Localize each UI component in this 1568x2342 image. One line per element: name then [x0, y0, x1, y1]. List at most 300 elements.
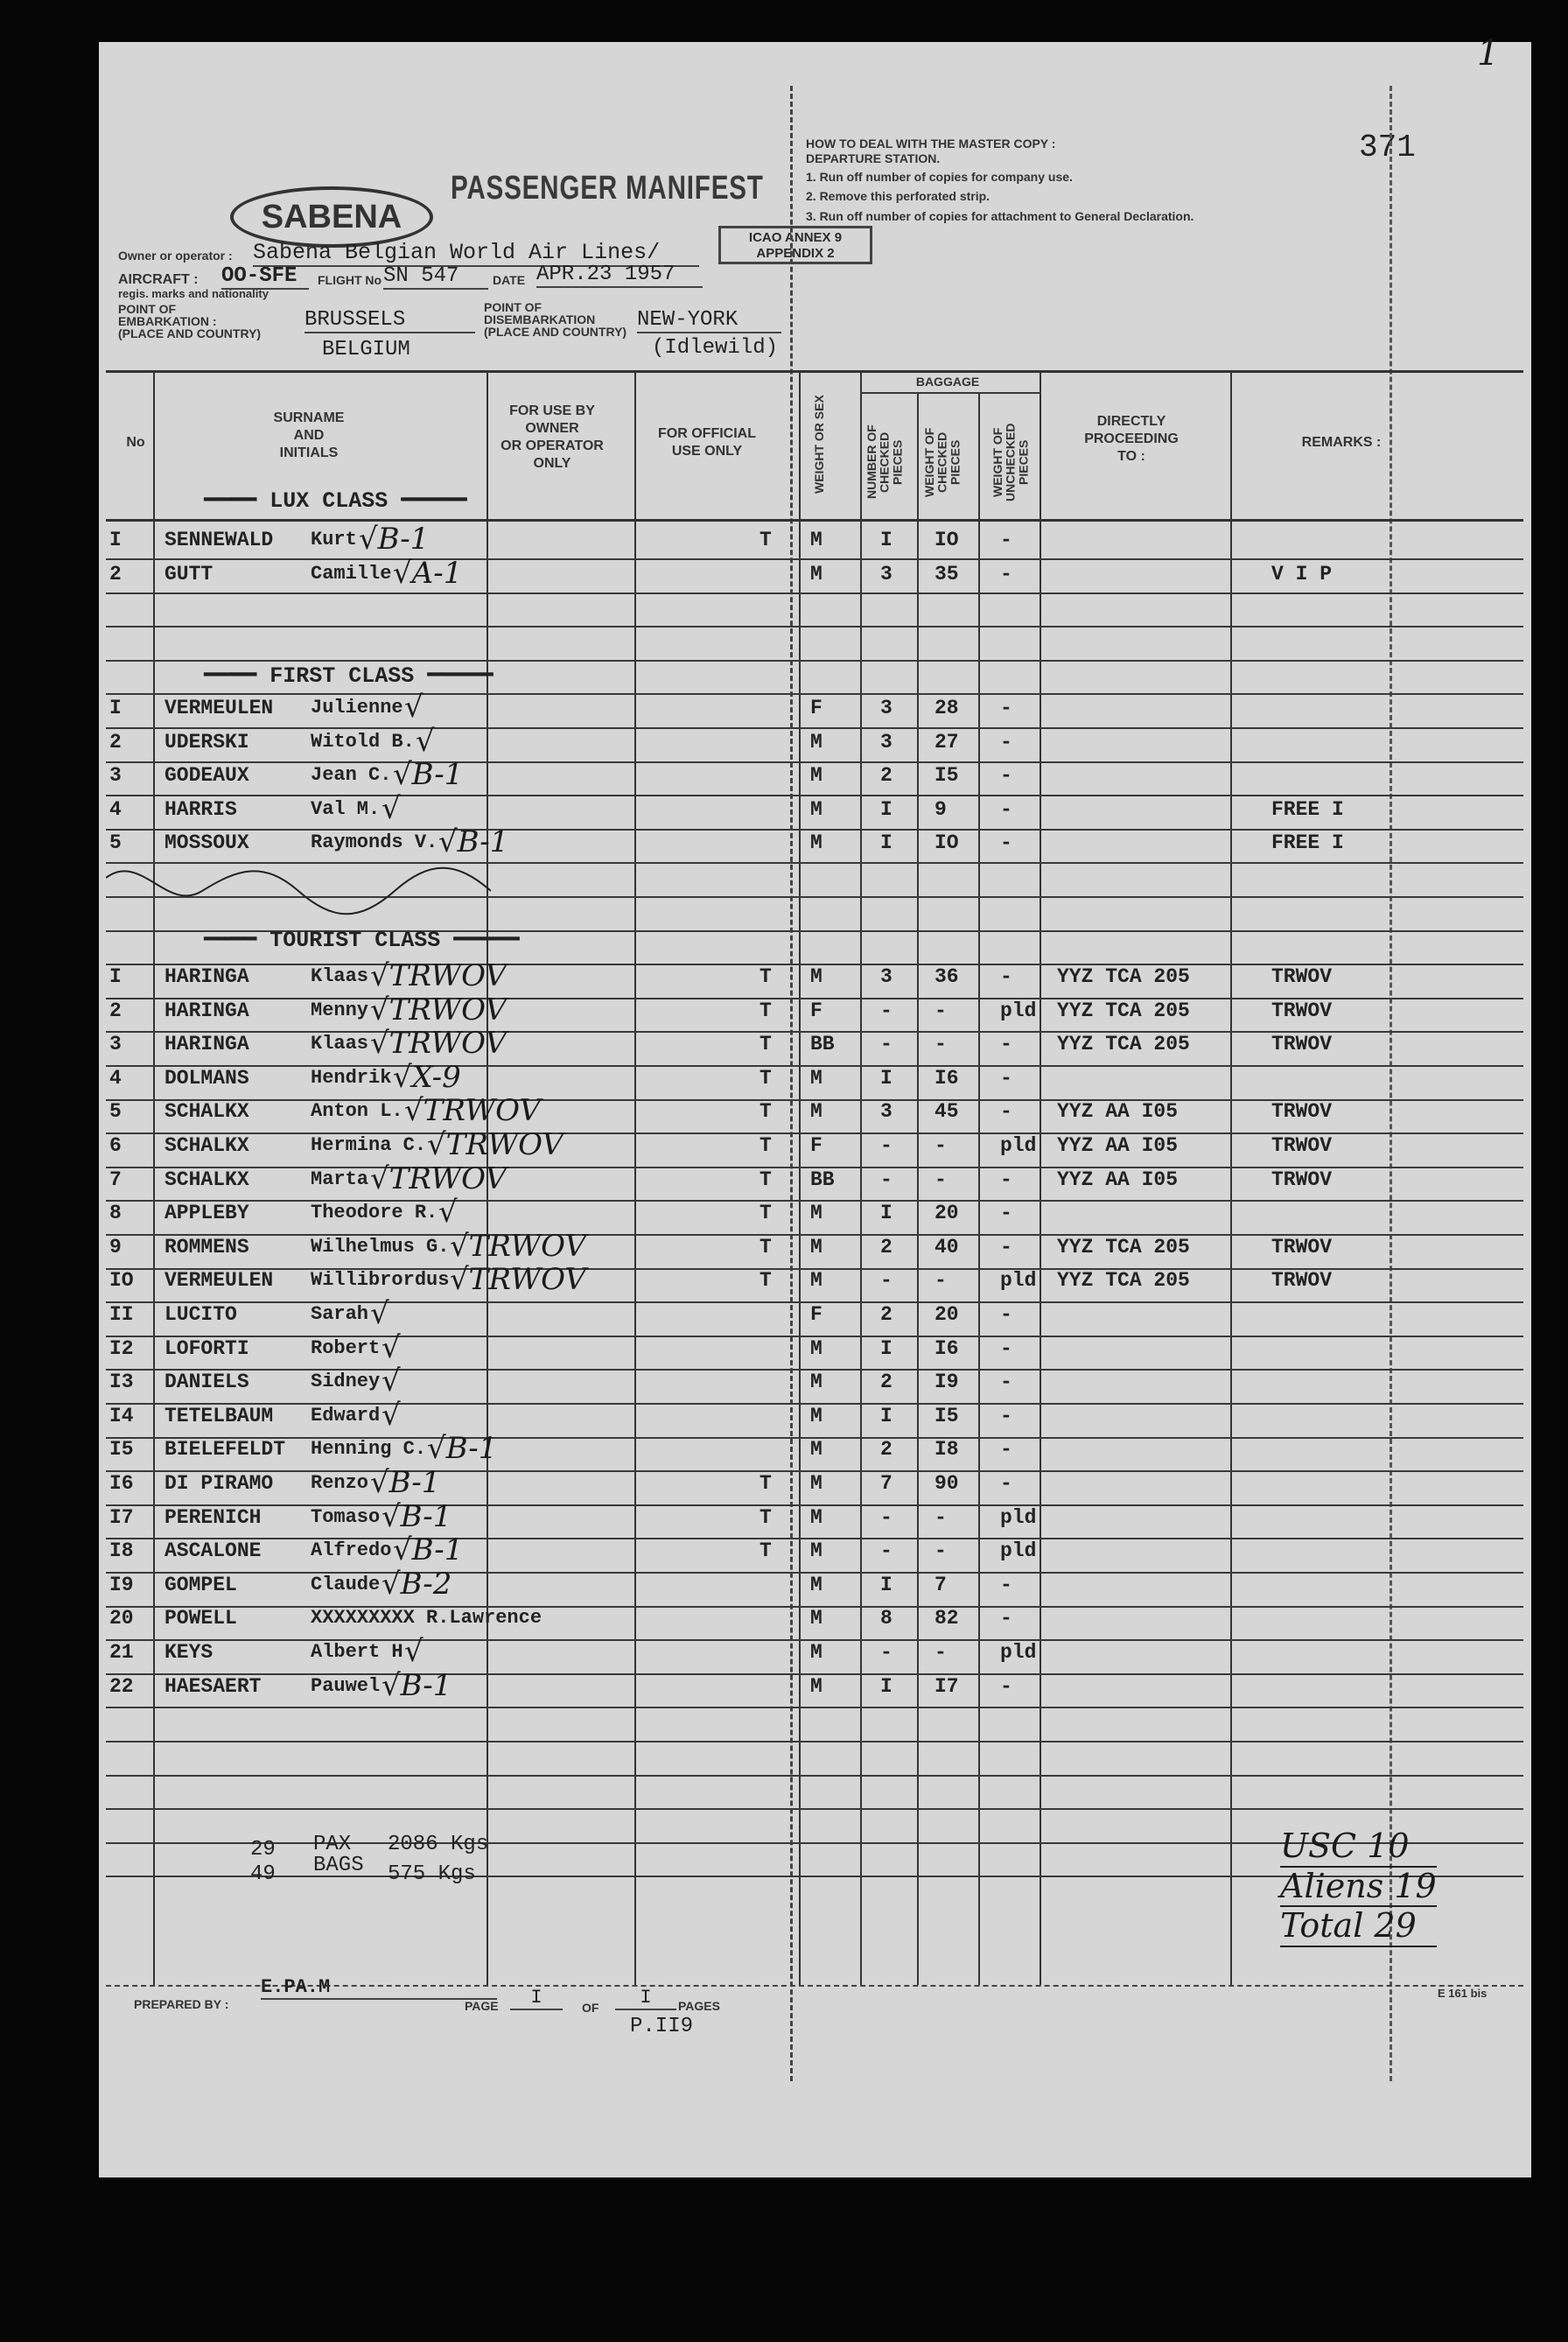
form-code: E 161 bis [1438, 1987, 1488, 2000]
row-weight: - [934, 1269, 947, 1293]
row-weight: I6 [934, 1336, 959, 1360]
aircraft-sub-label: regis. marks and nationality [118, 287, 269, 300]
row-check-mark: √TRWOV [370, 958, 507, 993]
row-official-mark: T [760, 1539, 772, 1563]
row-pieces: - [880, 999, 892, 1022]
row-pieces: 2 [880, 1371, 892, 1394]
row-official-mark: T [760, 1134, 772, 1157]
row-surname: DANIELS [164, 1371, 249, 1394]
row-official-mark: T [760, 529, 772, 551]
document-title: PASSENGER MANIFEST [451, 170, 764, 207]
row-unchecked: - [1000, 1167, 1012, 1191]
row-number: 2 [109, 730, 122, 754]
totals-pax-label: PAX [313, 1833, 352, 1856]
row-initials: Theodore R. [311, 1202, 438, 1224]
passenger-row [99, 1127, 1525, 1166]
row-sex: M [810, 1404, 822, 1427]
row-number: 22 [109, 1674, 134, 1698]
row-number: 5 [109, 1100, 122, 1124]
date-label: DATE [493, 273, 526, 287]
operator-value: Sabena Belgian World Air Lines/ [253, 240, 699, 267]
col-header-baggage: BAGGAGE [915, 375, 980, 389]
row-official-mark: T [760, 1100, 772, 1124]
row-sex: BB [810, 1167, 835, 1191]
row-sex: M [810, 1607, 822, 1630]
row-initials: Jean C. [311, 764, 392, 787]
row-weight: 36 [934, 965, 959, 988]
embarkation-label: POINT OF EMBARKATION : (PLACE AND COUNTRY) [118, 302, 262, 340]
row-check-mark: √X-9 [393, 1059, 461, 1095]
row-destination: YYZ AA I05 [1057, 1134, 1179, 1157]
row-surname: KEYS [164, 1641, 214, 1664]
passenger-row [99, 1026, 1525, 1064]
row-remarks: TRWOV [1271, 1100, 1333, 1124]
row-sex: M [810, 1336, 822, 1360]
passenger-row [99, 1566, 1525, 1605]
footer-reference: P.II9 [630, 2015, 694, 2038]
row-check-mark: √ [404, 690, 424, 725]
passenger-row [99, 1160, 1525, 1200]
row-destination: YYZ TCA 205 [1057, 1269, 1190, 1293]
row-surname: PERENICH [164, 1505, 262, 1529]
passenger-row [99, 522, 1525, 560]
row-initials: Kurt [311, 529, 357, 550]
totals-bags-weight: 575 Kgs [388, 1862, 476, 1886]
passenger-row [99, 1431, 1525, 1469]
row-initials: Wilhelmus G. [311, 1235, 450, 1258]
row-unchecked: - [1000, 697, 1012, 719]
row-remarks: TRWOV [1271, 965, 1333, 988]
passenger-row [99, 790, 1525, 830]
row-destination: YYZ TCA 205 [1057, 1235, 1190, 1259]
row-rule [106, 1707, 1523, 1708]
passenger-row [99, 1329, 1525, 1369]
passenger-row [99, 1498, 1525, 1538]
section-lux: ━━━━ LUX CLASS ━━━━━ [204, 488, 467, 514]
row-number: 3 [109, 1033, 122, 1056]
row-check-mark: √B-1 [438, 824, 509, 860]
row-check-mark: √TRWOV [370, 992, 507, 1027]
passenger-row [99, 690, 1525, 728]
row-unchecked: pld [1000, 999, 1037, 1022]
row-weight: - [934, 1539, 947, 1563]
row-check-mark: √B-1 [382, 1498, 452, 1534]
row-number: IO [109, 1269, 134, 1293]
row-surname: GUTT [164, 563, 214, 586]
handwritten-nationality-totals: USC 10 Aliens 19 Total 29 [1280, 1827, 1437, 1947]
row-weight: I5 [934, 764, 959, 788]
row-destination: YYZ AA I05 [1057, 1100, 1179, 1124]
pages-label: PAGES [678, 1999, 720, 2013]
row-weight: 7 [934, 1573, 947, 1596]
col-header-owner: FOR USE BY OWNER OR OPERATOR ONLY [500, 403, 604, 471]
row-weight: I8 [934, 1438, 959, 1462]
row-sex: M [810, 1235, 822, 1259]
row-pieces: 2 [880, 1235, 892, 1259]
row-official-mark: T [760, 1505, 772, 1529]
row-check-mark: √TRWOV [450, 1262, 586, 1298]
passenger-row [99, 1605, 1525, 1638]
row-unchecked: - [1000, 1404, 1012, 1427]
rule-baggage-top [860, 392, 1040, 394]
section-first: ━━━━ FIRST CLASS ━━━━━ [204, 663, 494, 689]
col-header-official: FOR OFFICIAL USE ONLY [658, 426, 756, 459]
row-unchecked: - [1000, 1573, 1012, 1596]
row-weight: 9 [934, 797, 947, 821]
prepared-by-label: PREPARED BY : [134, 1997, 229, 2011]
cancel-wave-line [106, 860, 491, 922]
col-header-remarks: REMARKS : [1301, 435, 1382, 450]
row-weight: IO [934, 831, 959, 855]
row-check-mark: √ [370, 1296, 389, 1331]
passenger-row [99, 992, 1525, 1031]
row-initials: Edward [311, 1404, 381, 1427]
row-pieces: I [880, 1573, 892, 1596]
row-official-mark: T [760, 1202, 772, 1225]
row-weight: 45 [934, 1100, 959, 1124]
row-initials: Klaas [311, 965, 369, 987]
row-surname: ASCALONE [164, 1539, 262, 1563]
row-check-mark: √ [382, 1329, 401, 1365]
row-pieces: 3 [880, 730, 892, 754]
passenger-row [99, 1532, 1525, 1571]
row-surname: HARINGA [164, 1033, 249, 1056]
row-unchecked: - [1000, 1438, 1012, 1462]
passenger-row [99, 1262, 1525, 1301]
row-remarks: TRWOV [1271, 1167, 1333, 1191]
row-pieces: I [880, 797, 892, 821]
icao-annex-box: ICAO ANNEX 9 APPENDIX 2 [718, 226, 872, 264]
row-rule [106, 626, 1523, 628]
row-number: 21 [109, 1641, 134, 1664]
row-sex: BB [810, 1033, 835, 1056]
row-initials: Alfredo [311, 1539, 392, 1562]
row-remarks: V I P [1271, 563, 1333, 586]
row-sex: M [810, 1539, 822, 1563]
prepared-by-value: E.PA.M [261, 1976, 497, 2000]
passenger-row [99, 757, 1525, 796]
row-number: 2 [109, 999, 122, 1022]
totals-pax-weight: 2086 Kgs [388, 1833, 489, 1856]
row-number: I6 [109, 1472, 134, 1495]
row-weight: 27 [934, 730, 959, 754]
passenger-row [99, 1195, 1525, 1233]
row-initials: Julienne [311, 697, 403, 719]
row-unchecked: - [1000, 1472, 1012, 1495]
row-check-mark: √ [404, 1634, 424, 1669]
row-sex: F [810, 999, 822, 1022]
row-pieces: 3 [880, 697, 892, 719]
flight-value: SN 547 [383, 264, 488, 290]
row-pieces: - [880, 1505, 892, 1529]
row-number: I4 [109, 1404, 134, 1427]
row-official-mark: T [760, 965, 772, 988]
row-unchecked: - [1000, 1303, 1012, 1326]
row-initials: Menny [311, 999, 369, 1021]
row-initials: Henning C. [311, 1438, 427, 1461]
col-header-num-checked: NUMBER OF CHECKED PIECES [864, 424, 905, 500]
row-unchecked: - [1000, 764, 1012, 788]
row-initials: Willibrordus [311, 1269, 450, 1292]
row-pieces: - [880, 1134, 892, 1157]
row-check-mark: √TRWOV [370, 1026, 507, 1062]
row-surname: GODEAUX [164, 764, 249, 788]
page-value: I [510, 1987, 563, 2010]
passenger-row [99, 1465, 1525, 1504]
row-check-mark: √TRWOV [370, 1160, 507, 1196]
row-check-mark: √ [416, 723, 435, 759]
row-surname: ROMMENS [164, 1235, 249, 1259]
passenger-row [99, 1397, 1525, 1436]
col-header-surname: SURNAME AND INITIALS [273, 410, 345, 460]
row-unchecked: - [1000, 730, 1012, 754]
row-pieces: I [880, 1202, 892, 1225]
row-rule [106, 1808, 1523, 1810]
row-official-mark: T [760, 1269, 772, 1293]
row-unchecked: pld [1000, 1269, 1037, 1293]
row-destination: YYZ AA I05 [1057, 1167, 1179, 1191]
row-unchecked: - [1000, 797, 1012, 821]
row-unchecked: - [1000, 831, 1012, 855]
aircraft-value: OO-SFE [221, 264, 309, 290]
row-number: 6 [109, 1134, 122, 1157]
row-initials: Camille [311, 563, 392, 585]
row-number: 7 [109, 1167, 122, 1191]
row-initials: Pauwel [311, 1674, 381, 1697]
row-number: I [109, 965, 122, 988]
disembarkation-label: POINT OF DISEMBARKATION (PLACE AND COUNTRY) [484, 300, 627, 339]
row-unchecked: pld [1000, 1505, 1037, 1529]
row-surname: VERMEULEN [164, 697, 274, 719]
row-unchecked: - [1000, 1674, 1012, 1698]
row-number: 20 [109, 1607, 134, 1630]
row-pieces: 2 [880, 1303, 892, 1326]
flight-label: FLIGHT No [318, 273, 382, 287]
row-number: 8 [109, 1202, 122, 1225]
row-surname: HARRIS [164, 797, 237, 821]
sabena-logo: SABENA [230, 186, 433, 248]
instructions-block: HOW TO DEAL WITH THE MASTER COPY : DEPARTURE STATION. 1. Run off number of copies for company use. 2. Remove this perforated strip. 3. Run off number of copies for attachment to General Declaration. [806, 137, 1194, 224]
row-sex: M [810, 1100, 822, 1124]
row-official-mark: T [760, 1235, 772, 1259]
row-official-mark: T [760, 1033, 772, 1056]
row-number: I9 [109, 1573, 134, 1596]
passenger-row [99, 556, 1525, 594]
row-sex: M [810, 797, 822, 821]
row-unchecked: - [1000, 1033, 1012, 1056]
row-pieces: I [880, 1404, 892, 1427]
disembarkation-place: (Idlewild) [652, 336, 779, 360]
table-top-rule [106, 370, 1523, 373]
row-pieces: I [880, 1674, 892, 1698]
row-remarks: TRWOV [1271, 999, 1333, 1022]
row-unchecked: - [1000, 1235, 1012, 1259]
row-sex: M [810, 529, 822, 551]
col-header-wt-unchecked: WEIGHT OF UNCHECKED PIECES [990, 423, 1031, 501]
row-check-mark: √ [438, 1195, 458, 1231]
row-initials: Witold B. [311, 730, 415, 753]
row-pieces: 3 [880, 563, 892, 586]
aircraft-label: AIRCRAFT : [118, 272, 199, 287]
row-weight: 20 [934, 1202, 959, 1225]
row-surname: VERMEULEN [164, 1269, 274, 1293]
date-value: APR.23 1957 [536, 263, 703, 288]
row-surname: GOMPEL [164, 1573, 237, 1596]
row-pieces: 3 [880, 965, 892, 988]
row-weight: 82 [934, 1607, 959, 1630]
row-sex: M [810, 1066, 822, 1090]
row-official-mark: T [760, 999, 772, 1022]
row-check-mark: √ [382, 1364, 401, 1399]
passenger-row [99, 1296, 1525, 1335]
row-weight: - [934, 1134, 947, 1157]
row-destination: YYZ TCA 205 [1057, 999, 1190, 1022]
row-sex: F [810, 1134, 822, 1157]
row-unchecked: pld [1000, 1539, 1037, 1563]
row-sex: F [810, 1303, 822, 1326]
row-sex: M [810, 831, 822, 855]
col-header-weight-sex: WEIGHT OR SEX [812, 395, 826, 494]
row-sex: M [810, 1573, 822, 1596]
passenger-row [99, 723, 1525, 762]
row-sex: M [810, 1371, 822, 1394]
passenger-row [99, 824, 1525, 863]
row-unchecked: - [1000, 1371, 1012, 1394]
col-header-directly: DIRECTLY PROCEEDING TO : [1084, 414, 1179, 464]
row-weight: - [934, 1641, 947, 1664]
row-surname: LOFORTI [164, 1336, 249, 1360]
row-check-mark: √B-2 [382, 1566, 452, 1602]
row-weight: - [934, 1033, 947, 1056]
row-sex: M [810, 1505, 822, 1529]
row-check-mark: √TRWOV [404, 1093, 541, 1129]
row-surname: MOSSOUX [164, 831, 249, 855]
row-surname: SCHALKX [164, 1100, 249, 1124]
row-number: II [109, 1303, 134, 1326]
row-sex: M [810, 730, 822, 754]
row-rule [106, 1775, 1523, 1777]
row-pieces: 3 [880, 1100, 892, 1124]
row-check-mark: √A-1 [393, 556, 463, 591]
row-weight: - [934, 1167, 947, 1191]
row-initials: Anton L. [311, 1100, 403, 1123]
row-weight: 28 [934, 697, 959, 719]
page-label: PAGE [465, 1999, 499, 2013]
page-number-handwritten: 1 [1477, 33, 1500, 74]
row-initials: Renzo [311, 1472, 369, 1494]
row-remarks: FREE I [1271, 831, 1344, 855]
table-header-bottom [106, 519, 1523, 522]
totals-pax-count: 29 [250, 1838, 276, 1862]
row-number: 3 [109, 764, 122, 788]
passenger-row [99, 1634, 1525, 1672]
passenger-row [99, 1228, 1525, 1267]
row-pieces: - [880, 1539, 892, 1563]
row-initials: Klaas [311, 1033, 369, 1055]
row-weight: 20 [934, 1303, 959, 1326]
row-sex: M [810, 1269, 822, 1293]
row-initials: Val M. [311, 797, 381, 820]
row-number: 9 [109, 1235, 122, 1259]
row-check-mark: √B-1 [427, 1431, 498, 1467]
row-surname: BIELEFELDT [164, 1438, 286, 1462]
row-initials: Hermina C. [311, 1134, 427, 1156]
passenger-row [99, 1364, 1525, 1402]
row-surname: SCHALKX [164, 1167, 249, 1191]
row-initials: Albert H [311, 1641, 403, 1663]
row-sex: M [810, 1674, 822, 1698]
row-unchecked: - [1000, 1066, 1012, 1090]
row-weight: 40 [934, 1235, 959, 1259]
row-check-mark: √B-1 [382, 1667, 452, 1703]
row-remarks: TRWOV [1271, 1033, 1333, 1056]
row-surname: SCHALKX [164, 1134, 249, 1157]
row-surname: LUCITO [164, 1303, 237, 1326]
row-unchecked: pld [1000, 1134, 1037, 1157]
row-unchecked: - [1000, 1336, 1012, 1360]
row-unchecked: - [1000, 529, 1012, 551]
row-number: I5 [109, 1438, 134, 1462]
row-pieces: I [880, 529, 892, 551]
row-number: 4 [109, 797, 122, 821]
row-sex: M [810, 1438, 822, 1462]
row-weight: 35 [934, 563, 959, 586]
row-sex: F [810, 697, 822, 719]
row-number: 2 [109, 563, 122, 586]
row-weight: I6 [934, 1066, 959, 1090]
row-number: I8 [109, 1539, 134, 1563]
row-pieces: I [880, 1336, 892, 1360]
row-sex: M [810, 563, 822, 586]
row-weight: 90 [934, 1472, 959, 1495]
row-surname: HARINGA [164, 999, 249, 1022]
row-number: I3 [109, 1371, 134, 1394]
row-check-mark: √B-1 [393, 757, 464, 793]
operator-label: Owner or operator : [118, 249, 233, 263]
row-surname: TETELBAUM [164, 1404, 274, 1427]
row-pieces: I [880, 831, 892, 855]
row-weight: I5 [934, 1404, 959, 1427]
row-pieces: I [880, 1066, 892, 1090]
col-header-wt-checked: WEIGHT OF CHECKED PIECES [922, 427, 962, 497]
row-check-mark: √TRWOV [427, 1127, 564, 1162]
totals-bags-label: BAGS [313, 1854, 364, 1877]
row-weight: I9 [934, 1371, 959, 1394]
totals-bags-count: 49 [250, 1862, 276, 1886]
passenger-row [99, 1059, 1525, 1098]
row-check-mark: √TRWOV [450, 1228, 586, 1264]
section-tourist: ━━━━ TOURIST CLASS ━━━━━ [204, 928, 520, 953]
embarkation-city: BRUSSELS [304, 308, 475, 333]
row-unchecked: - [1000, 1607, 1012, 1630]
row-rule [106, 1741, 1523, 1742]
row-surname: DI PIRAMO [164, 1472, 274, 1495]
of-value: I [615, 1987, 676, 2010]
row-number: I [109, 697, 122, 719]
row-pieces: - [880, 1167, 892, 1191]
row-unchecked: pld [1000, 1641, 1037, 1664]
row-initials: Marta [311, 1167, 369, 1190]
row-initials: XXXXXXXXX R.Lawrence [311, 1607, 542, 1630]
row-check-mark: √ [382, 1397, 401, 1433]
row-weight: - [934, 1505, 947, 1529]
passenger-row [99, 958, 1525, 997]
row-official-mark: T [760, 1066, 772, 1090]
row-official-mark: T [760, 1167, 772, 1191]
row-official-mark: T [760, 1472, 772, 1495]
row-check-mark: √B-1 [370, 1465, 441, 1500]
row-number: I [109, 529, 122, 551]
